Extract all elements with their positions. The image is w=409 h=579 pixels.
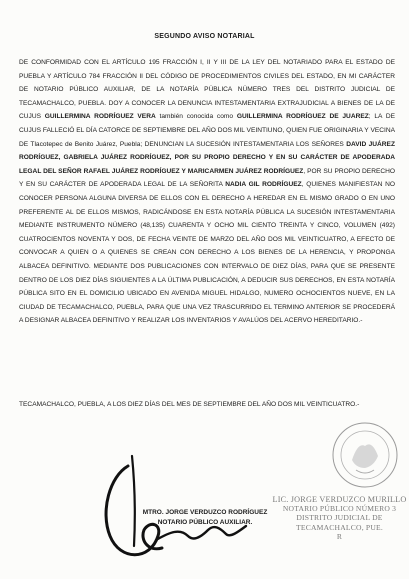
body-segment: , POR SU PROPIO DERECHO Y EN SU CARÁCTER DE APODERADA LEGAL DE LA SEÑORITA: [19, 167, 396, 189]
heirs-names: DAVID JUÁREZ RODRÍGUEZ, GABRIELA JUÁREZ RODRÍGUEZ, POR SU PROPIO DERECHO Y EN SU CARÁCTER DE APODERADA LEGAL DEL SEÑOR RAFAEL JUÁREZ RODRÍGUEZ Y MARICARMEN JUÁREZ RODRÍGUEZ: [19, 140, 395, 175]
deceased-name: GUILLERMINA RODRÍGUEZ VERA: [44, 113, 156, 121]
body-segment: DE CONFORMIDAD CON EL ARTÍCULO 195 FRACCIÓN I, II Y III DE LA LEY DEL NOTARIADO PARA EL ESTADO DE PUEBLA Y ARTÍCULO 784 FRACCIÓN II DEL CÓDIGO DE PROCEDIMIENTOS CIVILES DEL ESTADO, EN MI CARÁCTER DE NOTARIO PÚBLICO AUXILIAR, DE LA NOTARÍA PÚBLICA NÚMERO TRES DEL DISTRITO JUDICIAL DE TECAMACHALCO, PUEBLA. DOY A CONOCER LA DENUNCIA INTESTAMENTARIA EXTRAJUDICIAL A BIENES DE LA DE CUJUS: [19, 59, 395, 121]
signer-title: NOTARIO PÚBLICO AUXILIAR.: [157, 519, 253, 526]
stamp-line: LIC. JORGE VERDUZCO MURILLO: [272, 495, 407, 504]
notary-seal-icon: [330, 420, 400, 490]
stamp-line: NOTARIO PÚBLICO NÚMERO 3: [282, 504, 397, 514]
signer-block: [120, 508, 290, 528]
notary-stamp: [272, 495, 407, 541]
closing-line: TECAMACHALCO, PUEBLA, A LOS DIEZ DÍAS DEL MES DE SEPTIEMBRE DEL AÑO DOS MIL VEINTICUATRO.-: [19, 401, 360, 408]
body-segment: ; LA DE CUJUS FALLECIÓ EL DÍA CATORCE DE SEPTIEMBRE DEL AÑO DOS MIL VEINTIUNO, QUIEN FUE ORIGINARIA Y VECINA DE Tlacotepec de Benito Juárez, Puebla; DENUNCIAN LA SUCESIÓN INTESTAMENTARIA LOS SEÑORES: [19, 113, 396, 148]
body-segment: , QUIENES MANIFIESTAN NO CONOCER PERSONA ALGUNA DIVERSA DE ELLOS CON EL DERECHO A HEREDAR EN EL MISMO GRADO O EN UNO PREFERENTE AL DE ELLOS MISMOS, RADICÁNDOSE EN ESTA NOTARÍA PÚBLICA LA SUCESIÓN INTESTAMENTARIA MEDIANTE INSTRUMENTO NÚMERO (48,135) CUARENTA Y OCHO MIL CIENTO TREINTA Y CINCO, VOLUMEN (492) CUATROCIENTOS NOVENTA Y DOS, DE FECHA VEINTE DE MARZO DEL AÑO DOS MIL VEINTICUATRO, A EFECTO DE CONVOCAR A QUIEN O A QUIENES SE CREAN CON DERECHO A LOS BIENES DE LA HERENCIA, Y PROPONGA ALBACEA DEFINITIVO. MEDIANTE DOS PUBLICACIONES CON INTERVALO DE DIEZ DÍAS, PARA QUE SE PRESENTE DENTRO DE LOS DIEZ DÍAS SIGUIENTES A LA ÚLTIMA PUBLICACIÓN, A DEDUCIR SUS DERECHOS, EN ESTA NOTARÍA PÚBLICA SITO EN EL DOMICILIO UBICADO EN AVENIDA MIGUEL HIDALGO, NUMERO OCHOCIENTOS NUEVE, EN LA CIUDAD DE TECAMACHALCO, PUEBLA, PARA QUE UNA VEZ TRASCURRIDO EL TERMINO ANTERIOR SE PROCEDERÁ A DESIGNAR ALBACEA DEFINITIVO Y REALIZAR LOS INVENTARIOS Y AVALÚOS DEL ACERVO HEREDITARIO.-: [19, 181, 395, 325]
deceased-alias: GUILLERMINA RODRÍGUEZ DE JUAREZ: [236, 113, 369, 121]
stamp-line: DISTRITO JUDICIAL DE: [296, 513, 383, 523]
stamp-line: TECAMACHALCO, PUE.: [296, 522, 383, 532]
notice-body: [19, 56, 395, 328]
signer-name: MTRO. JORGE VERDUZCO RODRÍGUEZ: [142, 509, 268, 516]
signature-icon: [70, 436, 270, 576]
represented-heir-name: NADIA GIL RODRÍGUEZ: [225, 181, 302, 189]
document-title: SEGUNDO AVISO NOTARIAL: [154, 33, 255, 40]
stamp-line: R: [336, 531, 343, 541]
body-segment: también conocida como: [155, 113, 237, 121]
